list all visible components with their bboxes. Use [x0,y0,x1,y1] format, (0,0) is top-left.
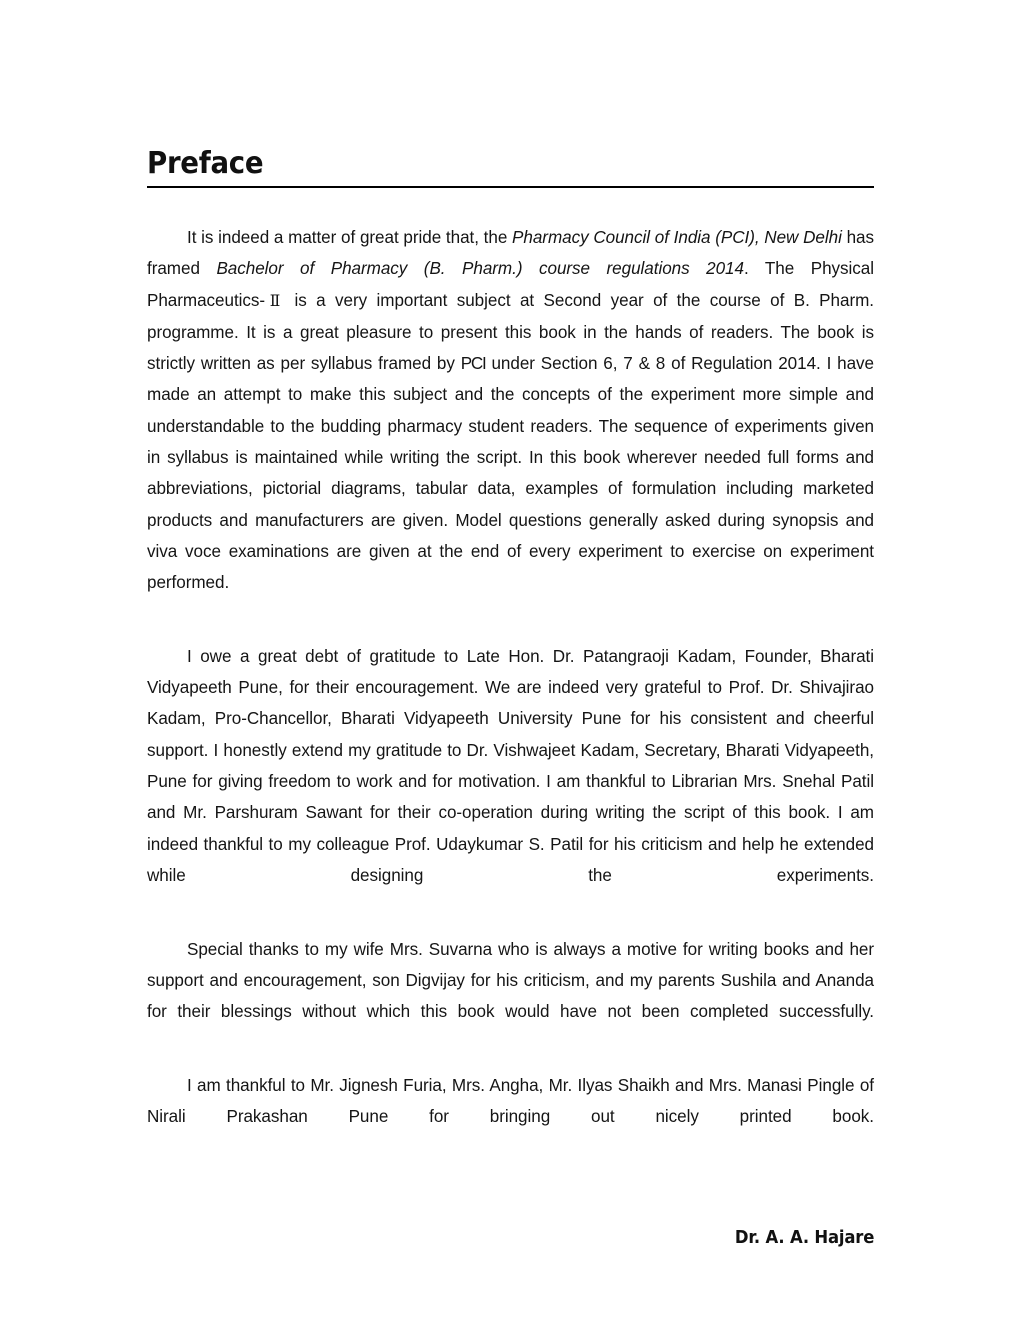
text-run-italic: Bachelor of Pharmacy (B. Pharm.) course regulations 2014 [216,259,744,279]
text-run-tight: PCI [460,354,486,374]
signature-block [147,1226,874,1250]
text-run-roman-numeral: Ⅱ [265,291,286,310]
author-signature: Dr. A. A. Hajare [734,1227,874,1248]
preface-content [147,146,874,1250]
text-run-italic: Pharmacy Council of India (PCI), New Delhi [512,228,842,247]
paragraph-intro: It is indeed a matter of great pride that, the Pharmacy Council of India (PCI), New Delhi has framed Bachelor of Pharmacy (B. Pharm.) course regulations 2014. The Physical Pharmaceutics-Ⅱ is a very important subject at Second year of the course of B. Pharm. programme. It is a great pleasure to present this book in the hands of readers. The book is strictly written as per syllabus framed by PCI under Section 6, 7 & 8 of Regulation 2014. I have made an attempt to make this subject and the concepts of the experiment more simple and understandable to the budding pharmacy student readers. The sequence of experiments given in syllabus is maintained while writing the script. In this book wherever needed full forms and abbreviations, pictorial diagrams, tabular data, examples of formulation including marketed products and manufacturers are given. Model questions generally asked during synopsis and viva voce examinations are given at the end of every experiment to exercise on experiment performed. [147,228,874,593]
paragraph-publisher-thanks: I am thankful to Mr. Jignesh Furia, Mrs. Angha, Mr. Ilyas Shaikh and Mrs. Manasi Pingle of Nirali Prakashan Pune for bringing out nicely printed book. [147,1075,874,1127]
paragraph-family-thanks: Special thanks to my wife Mrs. Suvarna who is always a motive for writing books and her support and encouragement, son Digvijay for his criticism, and my parents Sushila and Ananda for their blessings without which this book would have not been completed successfully. [147,939,874,1022]
page-title: Preface [147,146,264,181]
paragraph-acknowledgements: I owe a great debt of gratitude to Late Hon. Dr. Patangraoji Kadam, Founder, Bharati Vidyapeeth Pune, for their encouragement. We are indeed very grateful to Prof. Dr. Shivajirao Kadam, Pro-Chancellor, Bharati Vidyapeeth University Pune for his consistent and cheerful support. I honestly extend my gratitude to Dr. Vishwajeet Kadam, Secretary, Bharati Vidyapeeth, Pune for giving freedom to work and for motivation. I am thankful to Librarian Mrs. Snehal Patil and Mr. Parshuram Sawant for their co-operation during writing the script of this book. I am indeed thankful to my colleague Prof. Udaykumar S. Patil for his criticism and help he extended while designing the experiments. [147,646,874,885]
preface-body [147,222,874,1164]
title-underline-rule [147,186,874,188]
